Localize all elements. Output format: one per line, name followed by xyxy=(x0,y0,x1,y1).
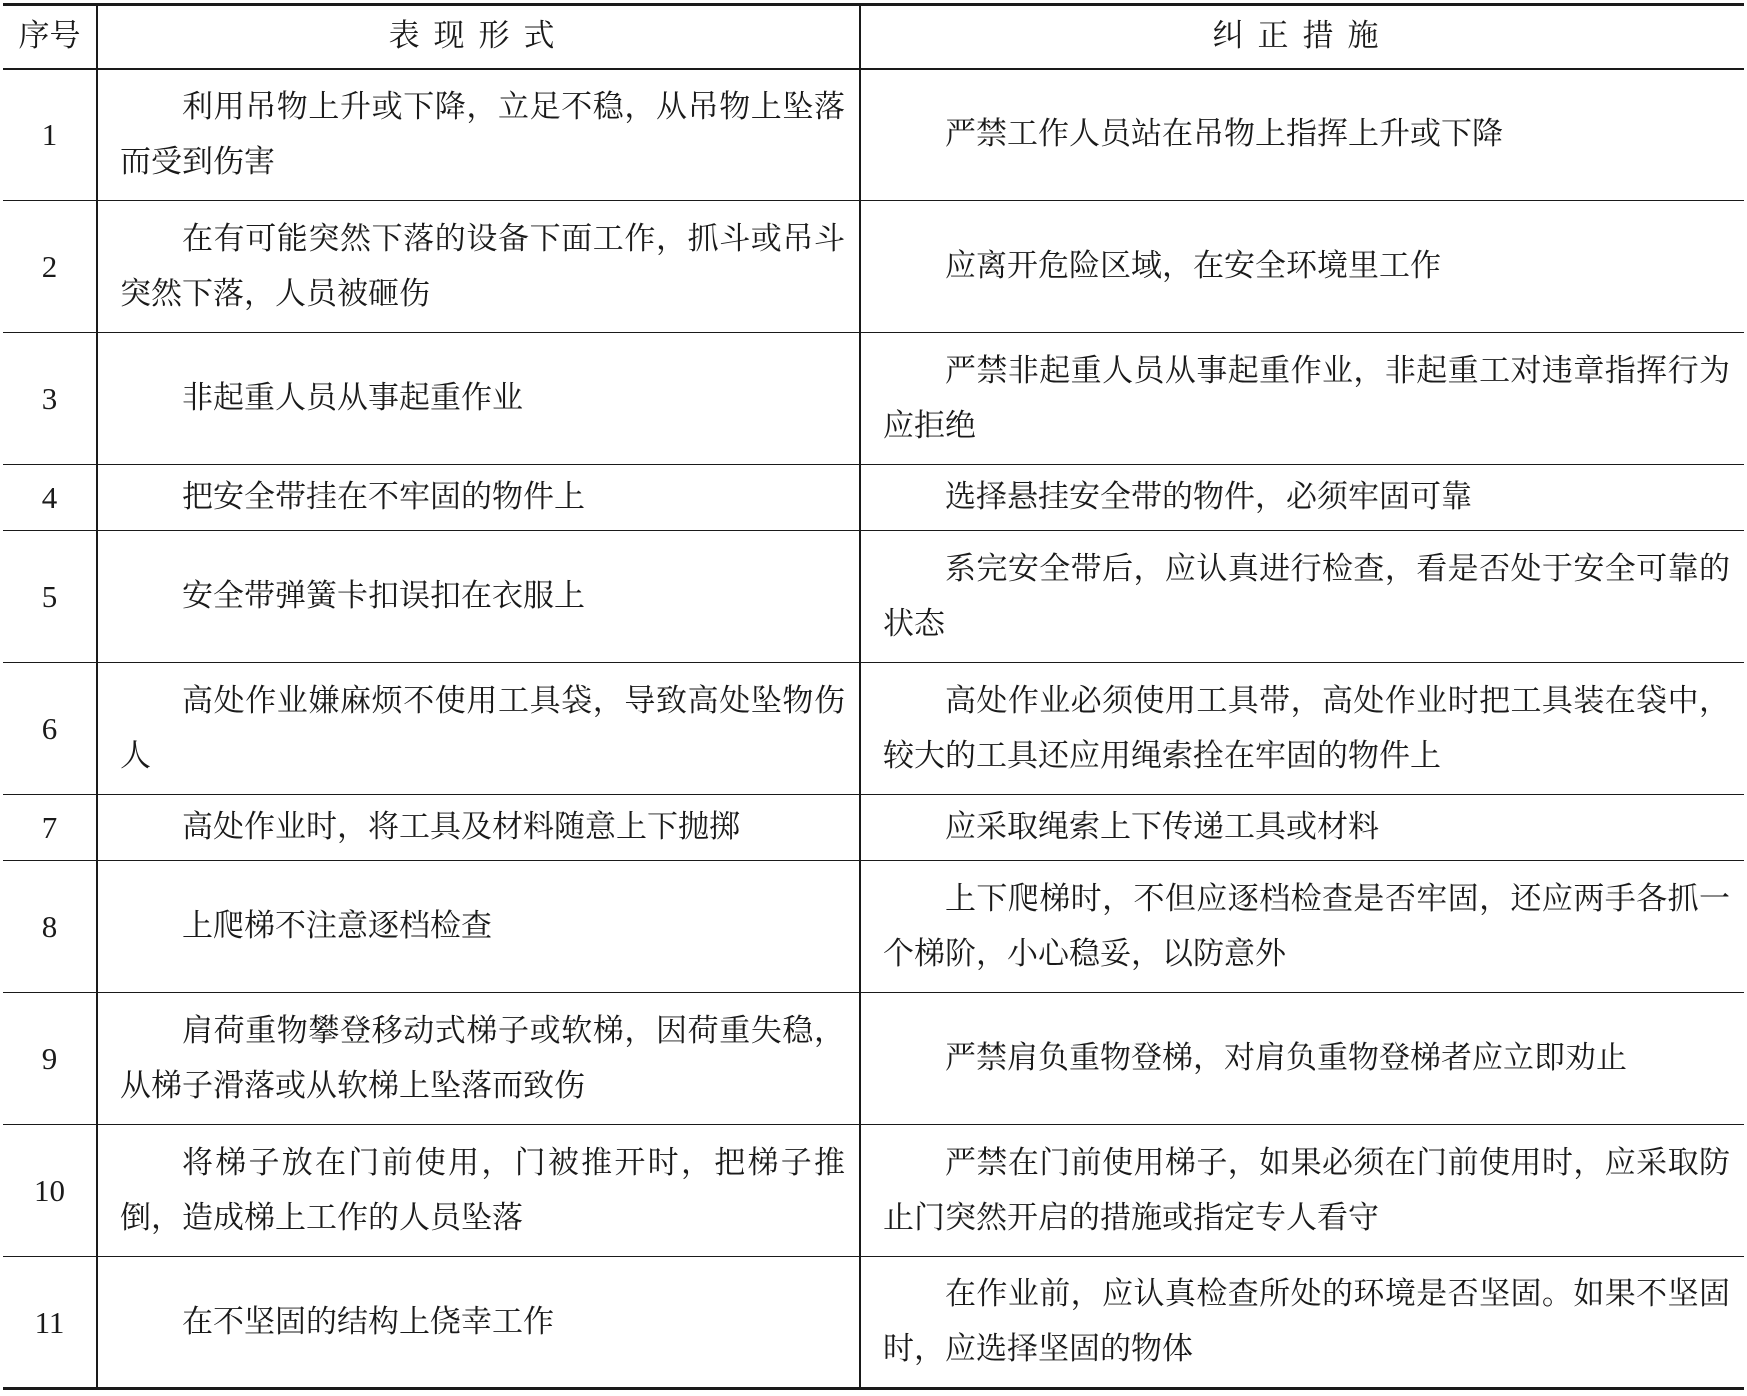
table-row xyxy=(3,663,1744,795)
row-number: 1 xyxy=(3,69,97,201)
table-row xyxy=(3,993,1744,1125)
measures-table xyxy=(3,3,1744,1390)
row-number: 6 xyxy=(3,663,97,795)
row-fix: 系完安全带后，应认真进行检查，看是否处于安全可靠的状态 xyxy=(860,531,1744,663)
row-fix: 严禁工作人员站在吊物上指挥上升或下降 xyxy=(860,69,1744,201)
header-row xyxy=(3,5,1744,69)
row-number: 8 xyxy=(3,861,97,993)
row-number: 11 xyxy=(3,1257,97,1389)
row-fix: 应离开危险区域，在安全环境里工作 xyxy=(860,201,1744,333)
row-fix: 高处作业必须使用工具带，高处作业时把工具装在袋中，较大的工具还应用绳索拴在牢固的物件上 xyxy=(860,663,1744,795)
table-header xyxy=(3,5,1744,69)
row-number: 5 xyxy=(3,531,97,663)
row-form: 肩荷重物攀登移动式梯子或软梯，因荷重失稳，从梯子滑落或从软梯上坠落而致伤 xyxy=(97,993,860,1125)
row-number: 9 xyxy=(3,993,97,1125)
row-form: 上爬梯不注意逐档检查 xyxy=(97,861,860,993)
row-form: 将梯子放在门前使用，门被推开时，把梯子推倒，造成梯上工作的人员坠落 xyxy=(97,1125,860,1257)
header-form: 表现形式 xyxy=(97,5,860,69)
row-number: 7 xyxy=(3,795,97,861)
header-number: 序号 xyxy=(3,5,97,69)
row-fix: 严禁肩负重物登梯，对肩负重物登梯者应立即劝止 xyxy=(860,993,1744,1125)
header-fix: 纠正措施 xyxy=(860,5,1744,69)
row-fix: 应采取绳索上下传递工具或材料 xyxy=(860,795,1744,861)
table-row xyxy=(3,1125,1744,1257)
row-fix: 严禁非起重人员从事起重作业，非起重工对违章指挥行为应拒绝 xyxy=(860,333,1744,465)
table-row xyxy=(3,861,1744,993)
row-number: 4 xyxy=(3,465,97,531)
row-number: 10 xyxy=(3,1125,97,1257)
row-form: 在不坚固的结构上侥幸工作 xyxy=(97,1257,860,1389)
row-fix: 选择悬挂安全带的物件，必须牢固可靠 xyxy=(860,465,1744,531)
row-number: 2 xyxy=(3,201,97,333)
table-row xyxy=(3,69,1744,201)
row-fix: 严禁在门前使用梯子，如果必须在门前使用时，应采取防止门突然开启的措施或指定专人看守 xyxy=(860,1125,1744,1257)
row-form: 高处作业时，将工具及材料随意上下抛掷 xyxy=(97,795,860,861)
row-fix: 在作业前，应认真检查所处的环境是否坚固。如果不坚固时，应选择坚固的物体 xyxy=(860,1257,1744,1389)
row-form: 在有可能突然下落的设备下面工作，抓斗或吊斗突然下落，人员被砸伤 xyxy=(97,201,860,333)
row-form: 非起重人员从事起重作业 xyxy=(97,333,860,465)
row-form: 把安全带挂在不牢固的物件上 xyxy=(97,465,860,531)
table-body xyxy=(3,69,1744,1389)
row-form: 高处作业嫌麻烦不使用工具袋，导致高处坠物伤人 xyxy=(97,663,860,795)
table-row xyxy=(3,795,1744,861)
row-form: 利用吊物上升或下降，立足不稳，从吊物上坠落而受到伤害 xyxy=(97,69,860,201)
table-row xyxy=(3,1257,1744,1389)
row-form: 安全带弹簧卡扣误扣在衣服上 xyxy=(97,531,860,663)
table-row xyxy=(3,465,1744,531)
row-fix: 上下爬梯时，不但应逐档检查是否牢固，还应两手各抓一个梯阶，小心稳妥，以防意外 xyxy=(860,861,1744,993)
row-number: 3 xyxy=(3,333,97,465)
table-row xyxy=(3,333,1744,465)
table-row xyxy=(3,201,1744,333)
table-row xyxy=(3,531,1744,663)
